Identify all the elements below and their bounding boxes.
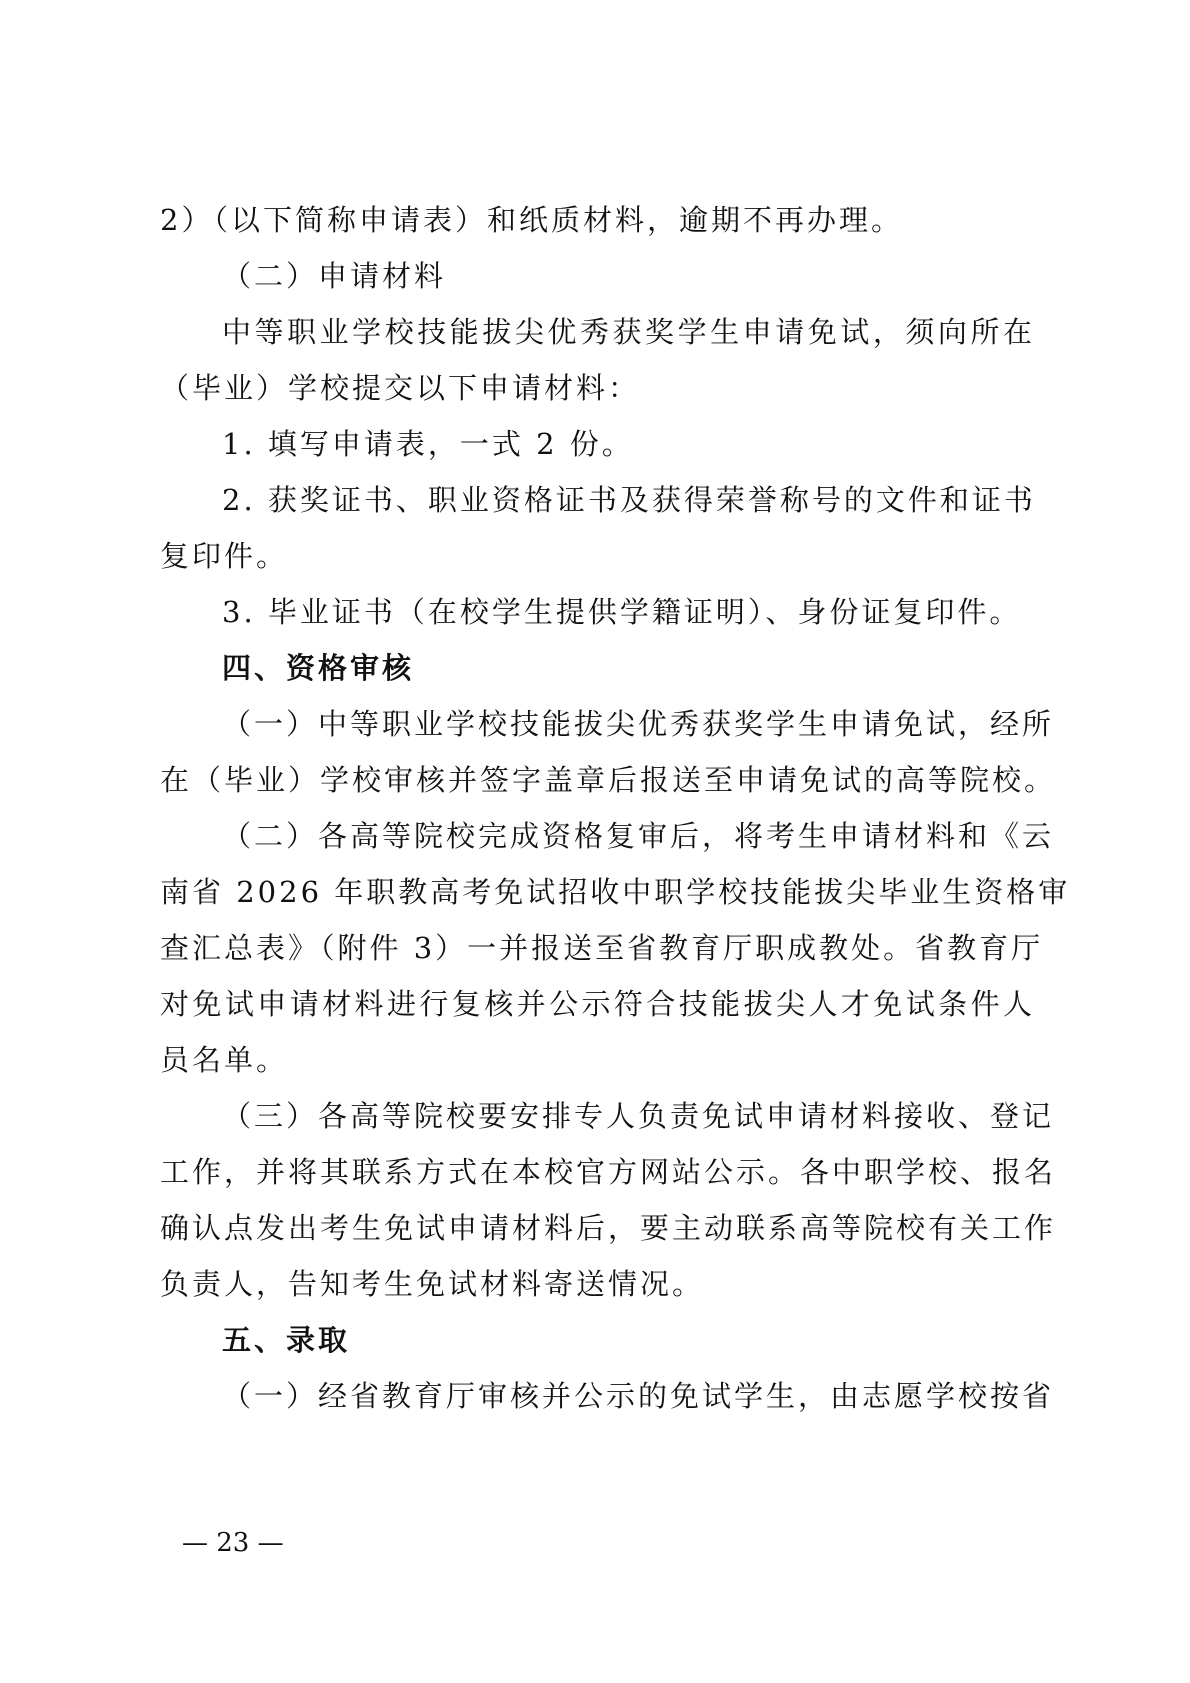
- section-heading: 四、资格审核: [222, 651, 415, 685]
- text-line: （一）经省教育厅审核并公示的免试学生，由志愿学校按省: [222, 1379, 1055, 1413]
- list-item: 1. 填写申请表，一式 2 份。: [222, 427, 634, 461]
- list-item: 2. 获奖证书、职业资格证书及获得荣誉称号的文件和证书: [222, 483, 1036, 517]
- text-line: 员名单。: [160, 1043, 289, 1077]
- text-line: 工作，并将其联系方式在本校官方网站公示。各中职学校、报名: [160, 1155, 1057, 1189]
- list-item: 3. 毕业证书（在校学生提供学籍证明）、身份证复印件。: [222, 595, 1022, 629]
- page-number: — 23 —: [182, 1528, 284, 1558]
- text-line: （一）中等职业学校技能拔尖优秀获奖学生申请免试，经所: [222, 707, 1055, 741]
- text-line: 中等职业学校技能拔尖优秀获奖学生申请免试，须向所在: [222, 315, 1035, 349]
- text-line: （三）各高等院校要安排专人负责免试申请材料接收、登记: [222, 1099, 1055, 1133]
- text-line: 负责人，告知考生免试材料寄送情况。: [160, 1267, 705, 1301]
- text-line: 2）（以下简称申请表）和纸质材料，逾期不再办理。: [160, 203, 903, 237]
- text-line: 确认点发出考生免试申请材料后，要主动联系高等院校有关工作: [160, 1211, 1057, 1245]
- section-heading: 五、录取: [222, 1323, 351, 1357]
- text-line: 对免试申请材料进行复核并公示符合技能拔尖人才免试条件人: [160, 987, 1035, 1021]
- text-line: （毕业）学校提交以下申请材料：: [160, 371, 641, 405]
- text-line: 在（毕业）学校审核并签字盖章后报送至申请免试的高等院校。: [160, 763, 1057, 797]
- text-line: （二）各高等院校完成资格复审后，将考生申请材料和《云: [222, 819, 1055, 853]
- subsection-heading: （二）申请材料: [222, 259, 447, 293]
- text-line: 南省 2026 年职教高考免试招收中职学校技能拔尖毕业生资格审: [160, 875, 1071, 909]
- text-line: 查汇总表》（附件 3）一并报送至省教育厅职成教处。省教育厅: [160, 931, 1044, 965]
- text-line: 复印件。: [160, 539, 289, 573]
